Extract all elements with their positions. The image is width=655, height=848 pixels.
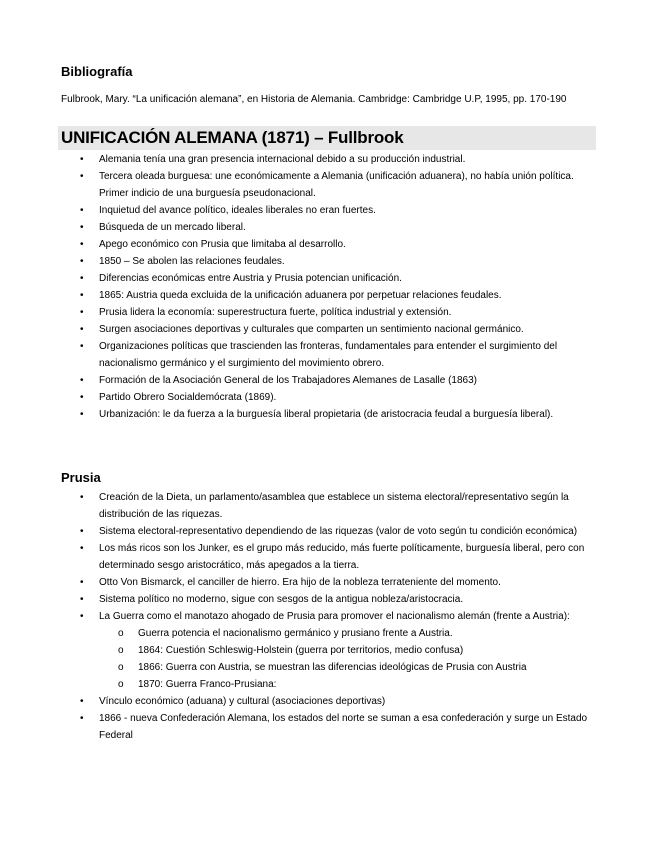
list-item: • 1866 - nueva Confederación Alemana, los estados del norte se suman a esa confederación y surge un Estado Federal xyxy=(99,710,597,744)
list-item: • Sistema electoral-representativo dependiendo de las riquezas (valor de voto según tu condición económica) xyxy=(99,523,597,540)
sub-list-item: o 1870: Guerra Franco-Prusiana: xyxy=(138,676,597,693)
list-item: • 1850 – Se abolen las relaciones feudales. xyxy=(99,253,597,270)
list-item: • Alemania tenía una gran presencia internacional debido a su producción industrial. xyxy=(99,151,597,168)
list-item: • Formación de la Asociación General de los Trabajadores Alemanes de Lasalle (1863) xyxy=(99,372,597,389)
list-item: • Surgen asociaciones deportivas y culturales que comparten un sentimiento nacional germánico. xyxy=(99,321,597,338)
list-item: • 1865: Austria queda excluida de la unificación aduanera por perpetuar relaciones feudales. xyxy=(99,287,597,304)
list-item: • Vínculo económico (aduana) y cultural (asociaciones deportivas) xyxy=(99,693,597,710)
bibliography-heading: Bibliografía xyxy=(61,64,133,79)
list-item: • Búsqueda de un mercado liberal. xyxy=(99,219,597,236)
list-item: • Inquietud del avance político, ideales liberales no eran fuertes. xyxy=(99,202,597,219)
unification-heading: UNIFICACIÓN ALEMANA (1871) – Fullbrook xyxy=(61,128,404,147)
prusia-bullet-list xyxy=(99,489,597,744)
list-item: • Urbanización: le da fuerza a la burguesía liberal propietaria (de aristocracia feudal a burguesía liberal). xyxy=(99,406,597,423)
list-item: • Otto Von Bismarck, el canciller de hierro. Era hijo de la nobleza terrateniente del momento. xyxy=(99,574,597,591)
war-sublist-container xyxy=(99,625,597,693)
list-item: • Prusia lidera la economía: superestructura fuerte, política industrial y extensión. xyxy=(99,304,597,321)
war-sublist xyxy=(99,625,597,693)
bibliography-reference: Fulbrook, Mary. “La unificación alemana”, en Historia de Alemania. Cambridge: Cambridge U.P, 1995, pp. 170-190 xyxy=(61,94,567,105)
sub-list-item: o 1864: Cuestión Schleswig-Holstein (guerra por territorios, medio confusa) xyxy=(138,642,597,659)
sub-list-item: o Guerra potencia el nacionalismo germánico y prusiano frente a Austria. xyxy=(138,625,597,642)
list-item: • Partido Obrero Socialdemócrata (1869). xyxy=(99,389,597,406)
prusia-heading: Prusia xyxy=(61,470,101,485)
unification-bullet-list xyxy=(99,151,597,423)
list-item: • Sistema político no moderno, sigue con sesgos de la antigua nobleza/aristocracia. xyxy=(99,591,597,608)
list-item: • Apego económico con Prusia que limitaba al desarrollo. xyxy=(99,236,597,253)
list-item: • Diferencias económicas entre Austria y Prusia potencian unificación. xyxy=(99,270,597,287)
list-item: • Tercera oleada burguesa: une económicamente a Alemania (unificación aduanera), no había unión política. Primer indicio de una burguesía pseudonacional. xyxy=(99,168,597,202)
list-item: • La Guerra como el manotazo ahogado de Prusia para promover el nacionalismo alemán (frente a Austria): xyxy=(99,608,597,625)
sub-list-item: o 1866: Guerra con Austria, se muestran las diferencias ideológicas de Prusia con Austria xyxy=(138,659,597,676)
list-item: • Creación de la Dieta, un parlamento/asamblea que establece un sistema electoral/representativo según la distribución de las riquezas. xyxy=(99,489,597,523)
list-item: • Organizaciones políticas que trascienden las fronteras, fundamentales para entender el surgimiento del nacionalismo germánico y el surgimiento del movimiento obrero. xyxy=(99,338,597,372)
list-item: • Los más ricos son los Junker, es el grupo más reducido, más fuerte políticamente, burguesía liberal, pero con determinado sesgo aristocrático, más apegados a la tierra. xyxy=(99,540,597,574)
